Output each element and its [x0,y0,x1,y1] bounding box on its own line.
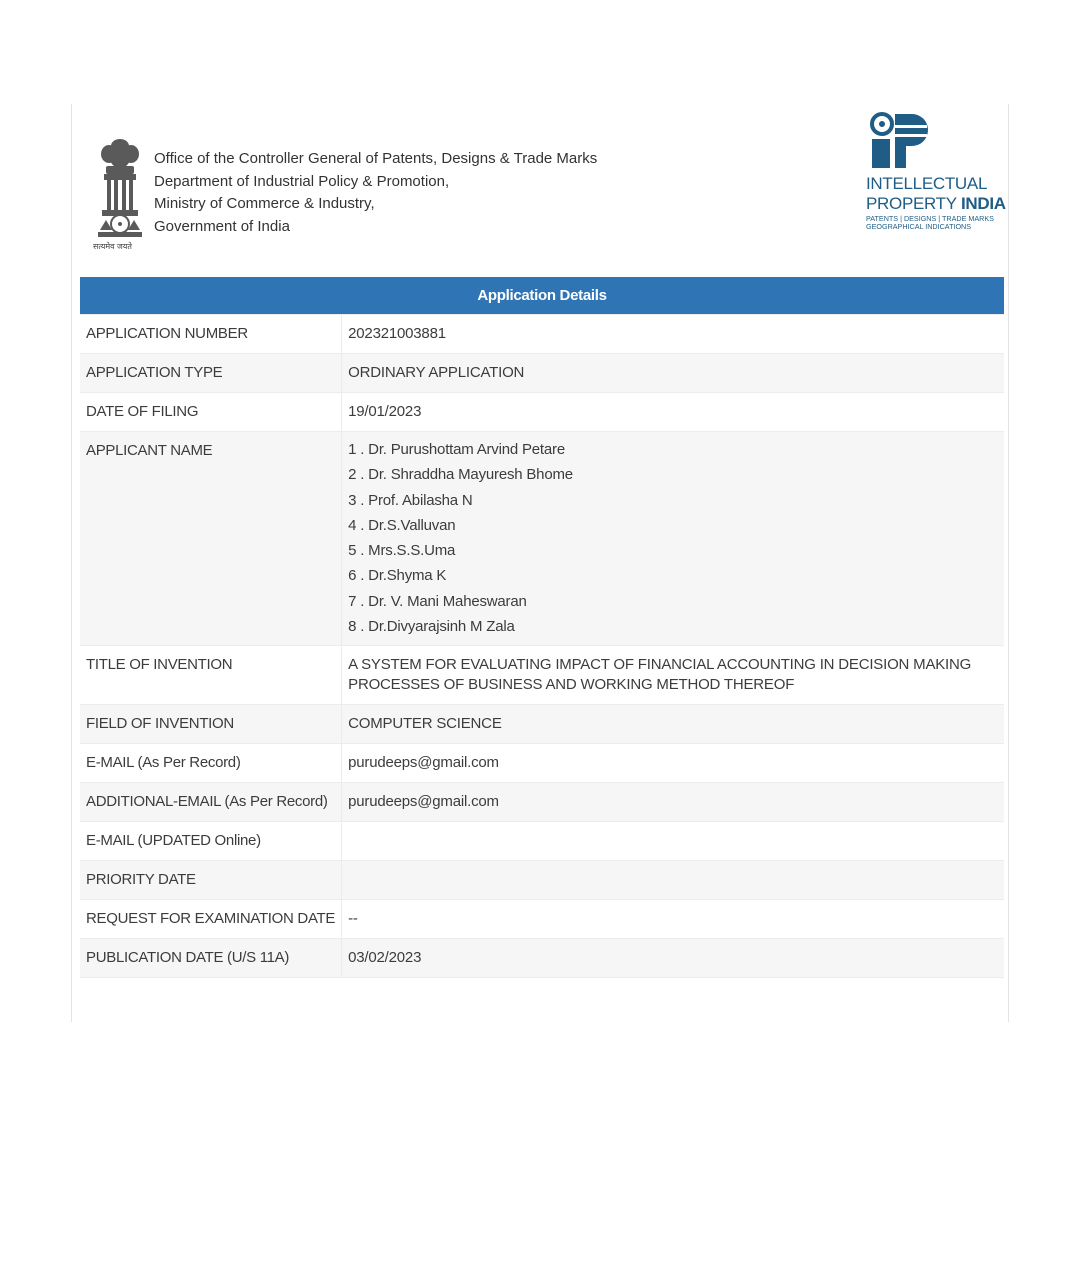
applicant-item: 5 . Mrs.S.S.Uma [348,542,456,560]
table-title: Application Details [80,277,1004,315]
applicant-item: 2 . Dr. Shraddha Mayuresh Bhome [348,466,573,484]
title-of-invention-value [342,646,1004,705]
application-details-table [80,277,1004,978]
row-label: ADDITIONAL-EMAIL (As Per Record) [80,783,342,822]
table-row [80,393,1004,432]
table-row [80,822,1004,861]
table-row [80,744,1004,783]
row-label: APPLICATION TYPE [80,354,342,393]
office-line-3: Ministry of Commerce & Industry, [154,195,375,212]
row-label: PUBLICATION DATE (U/S 11A) [80,939,342,978]
document-page [71,104,1009,1022]
table-row [80,315,1004,354]
table-row [80,900,1004,939]
office-line-2: Department of Industrial Policy & Promotion, [154,172,450,190]
office-address [154,148,597,238]
logo-text-intellectual: INTELLECTUAL [866,174,988,193]
logo-text-property-india [866,194,1006,214]
row-label: E-MAIL (UPDATED Online) [80,822,342,861]
applicant-item: 6 . Dr.Shyma K [348,567,447,585]
office-line-1: Office of the Controller General of Patents, Designs & Trade Marks [154,150,598,167]
publication-date-value: 03/02/2023 [342,939,1004,978]
logo-tagline [866,215,994,231]
application-number-value: 202321003881 [342,315,1004,354]
row-label: APPLICANT NAME [80,432,342,646]
row-label: REQUEST FOR EXAMINATION DATE [80,900,342,939]
table-row [80,939,1004,978]
emblem-caption: सत्यमेव जयते [93,242,132,251]
table-row [80,861,1004,900]
logo-text-property: PROPERTY [866,194,961,213]
national-emblem-icon [92,134,148,254]
table-row [80,705,1004,744]
office-line-4: Government of India [154,217,290,235]
applicant-list [342,432,1004,646]
table-row [80,646,1004,705]
logo-text-india: INDIA [960,194,1006,213]
applicant-item: 7 . Dr. V. Mani Maheswaran [348,592,527,610]
email-value: purudeeps@gmail.com [342,744,1004,783]
title-line-2: PROCESSES OF BUSINESS AND WORKING METHOD THEREOF [348,676,795,694]
row-label: PRIORITY DATE [80,861,342,900]
request-for-examination-date-value: -- [342,900,1004,939]
applicant-item: 8 . Dr.Divyarajsinh M Zala [348,618,515,636]
title-line-1: A SYSTEM FOR EVALUATING IMPACT OF FINANCIAL ACCOUNTING IN DECISION MAKING [348,656,972,674]
row-label: APPLICATION NUMBER [80,315,342,354]
row-label: FIELD OF INVENTION [80,705,342,744]
email-updated-value [342,822,1004,861]
date-of-filing-value: 19/01/2023 [342,393,1004,432]
field-of-invention-value: COMPUTER SCIENCE [342,705,1004,744]
table-row [80,354,1004,393]
intellectual-property-india-logo [864,112,1004,232]
priority-date-value [342,861,1004,900]
ip-india-mark-icon [868,112,932,170]
table-row [80,432,1004,646]
applicant-item: 1 . Dr. Purushottam Arvind Petare [348,441,565,458]
logo-tagline-2: GEOGRAPHICAL INDICATIONS [866,222,972,231]
row-label: TITLE OF INVENTION [80,646,342,705]
applicant-item: 3 . Prof. Abilasha N [348,491,473,509]
logo-tagline-1: PATENTS | DESIGNS | TRADE MARKS [866,214,994,223]
page-header [72,104,1008,274]
additional-email-value: purudeeps@gmail.com [342,783,1004,822]
row-label: E-MAIL (As Per Record) [80,744,342,783]
application-type-value: ORDINARY APPLICATION [342,354,1004,393]
row-label: DATE OF FILING [80,393,342,432]
applicant-item: 4 . Dr.S.Valluvan [348,516,456,534]
table-row [80,783,1004,822]
